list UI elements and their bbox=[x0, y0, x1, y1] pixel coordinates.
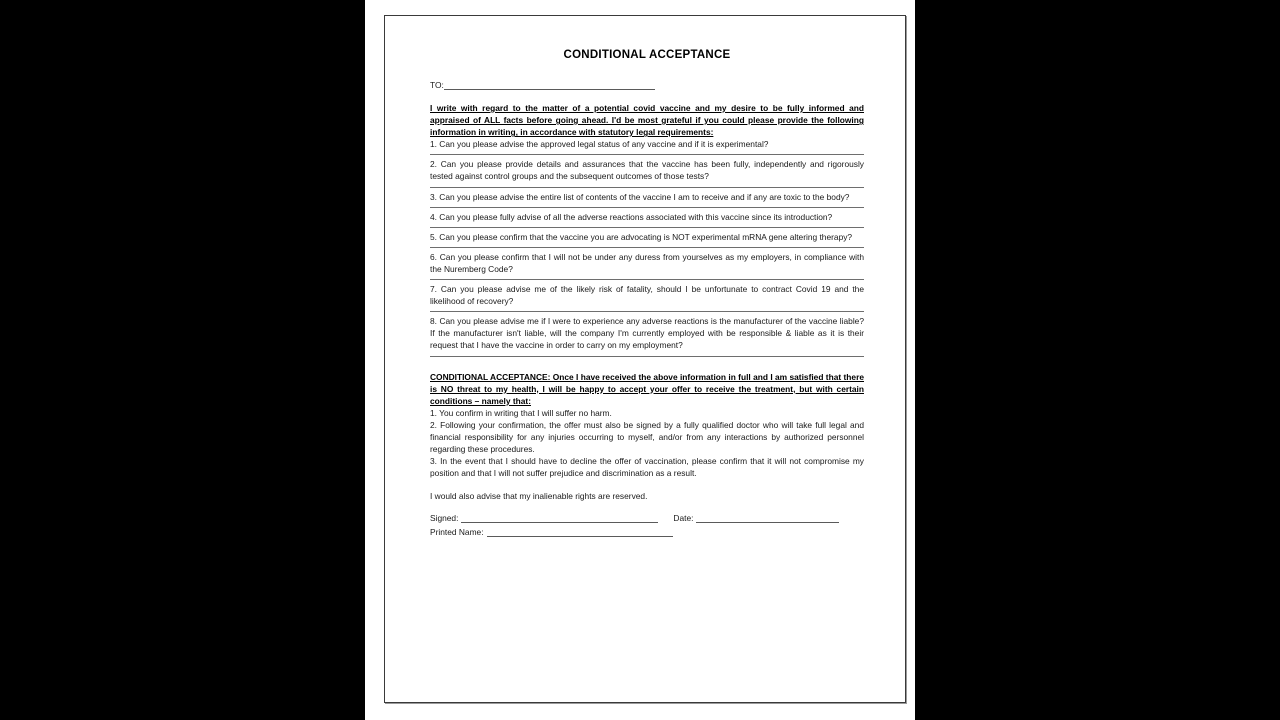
condition-3: 3. In the event that I should have to decline the offer of vaccination, please confirm that it will not compromise my position and that I will not suffer prejudice and discrimination as a result. bbox=[430, 456, 864, 479]
closing-spacer bbox=[430, 479, 864, 490]
signed-input-line[interactable] bbox=[461, 522, 658, 523]
document-content bbox=[430, 49, 864, 538]
printed-name-input-line[interactable] bbox=[487, 536, 673, 537]
signed-date-row bbox=[430, 513, 864, 525]
question-1: 1. Can you please advise the approved legal status of any vaccine and if it is experimental? bbox=[430, 139, 769, 150]
condition-2: 2. Following your confirmation, the offer must also be signed by a fully qualified doctor who will take full legal and financial responsibility for any injuries occurring to myself, and/or from any interactions by authorized personnel regarding these procedures. bbox=[430, 419, 864, 455]
answer-line-1[interactable] bbox=[430, 154, 864, 155]
question-4: 4. Can you please fully advise of all the adverse reactions associated with this vaccine since its introduction? bbox=[430, 211, 833, 222]
acceptance-heading-text: CONDITIONAL ACCEPTANCE: Once I have received the above information in full and I am satisfied that there is NO threat to my health, I will be happy to accept your offer to receive the treatment, but with certain conditions – namely that: bbox=[430, 371, 864, 406]
signature-block bbox=[430, 513, 864, 538]
question-6: 6. Can you please confirm that I will not be under any duress from yourselves as my employers, in compliance with the Nuremberg Code? bbox=[430, 251, 864, 274]
question-5: 5. Can you please confirm that the vaccine you are advocating is NOT experimental mRNA gene altering therapy? bbox=[430, 231, 853, 242]
answer-line-6[interactable] bbox=[430, 279, 864, 280]
question-2: 2. Can you please provide details and assurances that the vaccine has been fully, independently and rigorously tested against control groups and the subsequent outcomes of those tests? bbox=[430, 159, 864, 182]
answer-line-3[interactable] bbox=[430, 207, 864, 208]
printed-name-row bbox=[430, 527, 864, 539]
answer-line-2[interactable] bbox=[430, 187, 864, 188]
question-8: 8. Can you please advise me if I were to experience any adverse reactions is the manufacturer of the vaccine liable? If the manufacturer isn't liable, will the company I'm currently employed with be responsible & liable as it is their request that I have the vaccine in order to carry on my employment? bbox=[430, 316, 864, 351]
to-label: TO: bbox=[430, 80, 444, 90]
printed-name-label: Printed Name: bbox=[430, 526, 484, 537]
answer-line-8[interactable] bbox=[430, 356, 864, 357]
closing-paragraph: I would also advise that my inalienable rights are reserved. bbox=[430, 491, 648, 502]
to-field-row bbox=[430, 80, 864, 91]
answer-line-5[interactable] bbox=[430, 247, 864, 248]
to-input-line[interactable] bbox=[444, 89, 655, 90]
question-3: 3. Can you please advise the entire list of contents of the vaccine I am to receive and if any are toxic to the body? bbox=[430, 191, 850, 202]
date-input-line[interactable] bbox=[696, 522, 839, 523]
page-title: CONDITIONAL ACCEPTANCE bbox=[563, 49, 731, 61]
date-label: Date: bbox=[673, 513, 694, 524]
acceptance-heading bbox=[430, 371, 864, 407]
section-spacer bbox=[430, 360, 864, 371]
question-7: 7. Can you please advise me of the likely risk of fatality, should I be unfortunate to contract Covid 19 and the likelihood of recovery? bbox=[430, 284, 864, 307]
condition-1: 1. You confirm in writing that I will suffer no harm. bbox=[430, 407, 612, 418]
intro-paragraph bbox=[430, 102, 864, 138]
answer-line-7[interactable] bbox=[430, 311, 864, 312]
intro-text: I write with regard to the matter of a potential covid vaccine and my desire to be fully informed and appraised of ALL facts before going ahead. I'd be most grateful if you could please provide the following information in writing, in accordance with statutory legal requirements: bbox=[430, 103, 864, 138]
document-page bbox=[384, 15, 906, 703]
answer-line-4[interactable] bbox=[430, 227, 864, 228]
signed-label: Signed: bbox=[430, 513, 459, 524]
